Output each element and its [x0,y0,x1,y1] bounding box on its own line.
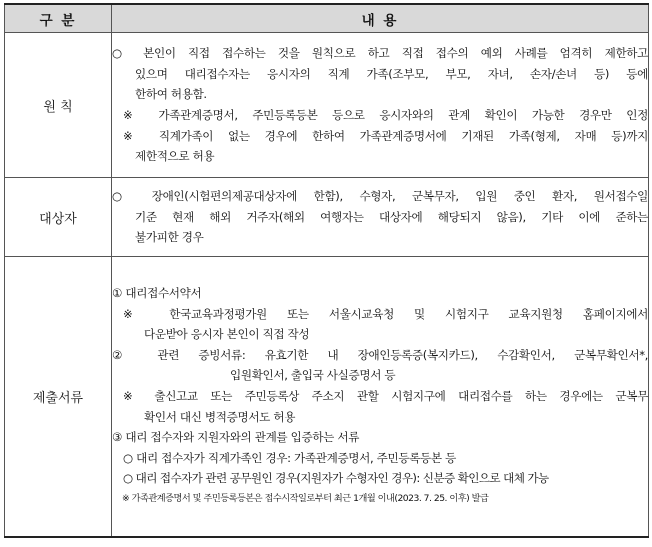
eligible-line-1: ○ 장애인(시험편의제공대상자에 한함), 수형자, 군복무자, 입원 중인 환자, 원서접수일 [112,189,648,204]
header-row [5,4,649,33]
row-principle [5,33,649,178]
principle-line-2: 있으며 대리접수자는 응시자의 직계 가족(조부모, 부모, 자녀, 손자/손녀 등) 등에 [135,66,648,81]
doc-item-3-sub-2: ○ 대리 접수자가 관련 공무원인 경우(지원자가 수형자인 경우): 신분증 확인으로 대체 가능 [123,471,549,486]
doc-item-3: ③ 대리 접수자와 지원자와의 관계를 입증하는 서류 [112,430,360,445]
principle-note-2: ※ 직계가족이 없는 경우에 한하여 가족관계증명서에 기재된 가족(형제, 자매 등)까지 [123,128,648,143]
content-eligible [112,178,649,257]
content-principle [112,33,649,178]
principle-line-1: ○ 본인이 직접 접수하는 것을 원칙으로 하고 직접 접수의 예외 사례를 엄격히 제한하고 [112,46,648,61]
principle-note-1: ※ 가족관계증명서, 주민등록등본 등으로 응시자와의 관계 확인이 가능한 경우만 인정 [123,108,648,122]
doc-note-1: ※ 한국교육과정평가원 또는 서울시교육청 및 시험지구 교육지원청 홈페이지에서 [123,306,648,321]
doc-note-2-cont: 확인서 대신 병적증명서도 허용 [144,409,296,424]
doc-note-2: ※ 출신고교 또는 주민등록상 주소지 관할 시험지구에 대리접수를 하는 경우에는 군복무 [123,388,648,403]
doc-item-2: ② 관련 증빙서류: 유효기한 내 장애인등록증(복지카드), 수감확인서, 군복무확인서*, [112,347,648,362]
doc-item-3-sub-1: ○ 대리 접수자가 직계가족인 경우: 가족관계증명서, 주민등록등본 등 [123,450,456,465]
proxy-registration-table [4,3,649,538]
doc-item-1: ① 대리접수서약서 [112,285,202,300]
header-content: 내 용 [112,4,649,33]
doc-footnote: ※ 가족관계증명서 및 주민등록등본은 접수시작일로부터 최근 1개월 이내(2023. 7. 25. 이후) 발급 [122,492,489,504]
eligible-line-3: 불가피한 경우 [135,230,204,245]
label-principle: 원 칙 [5,33,112,178]
principle-note-2-cont: 제한적으로 허용 [135,149,215,164]
label-documents: 제출서류 [5,257,112,537]
row-eligible [5,178,649,257]
principle-line-3: 한하여 허용함. [135,87,207,102]
content-documents [112,257,649,537]
label-eligible: 대상자 [5,178,112,257]
doc-note-1-cont: 다운받아 응시자 본인이 직접 작성 [144,327,310,342]
eligible-line-2: 기준 현재 해외 거주자(해외 여행자는 대상자에 해당되지 않음), 기타 이에 준하는 [135,209,648,224]
header-category: 구 분 [5,4,112,33]
doc-item-2-cont: 입원확인서, 출입국 사실증명서 등 [230,368,396,383]
row-documents [5,257,649,537]
